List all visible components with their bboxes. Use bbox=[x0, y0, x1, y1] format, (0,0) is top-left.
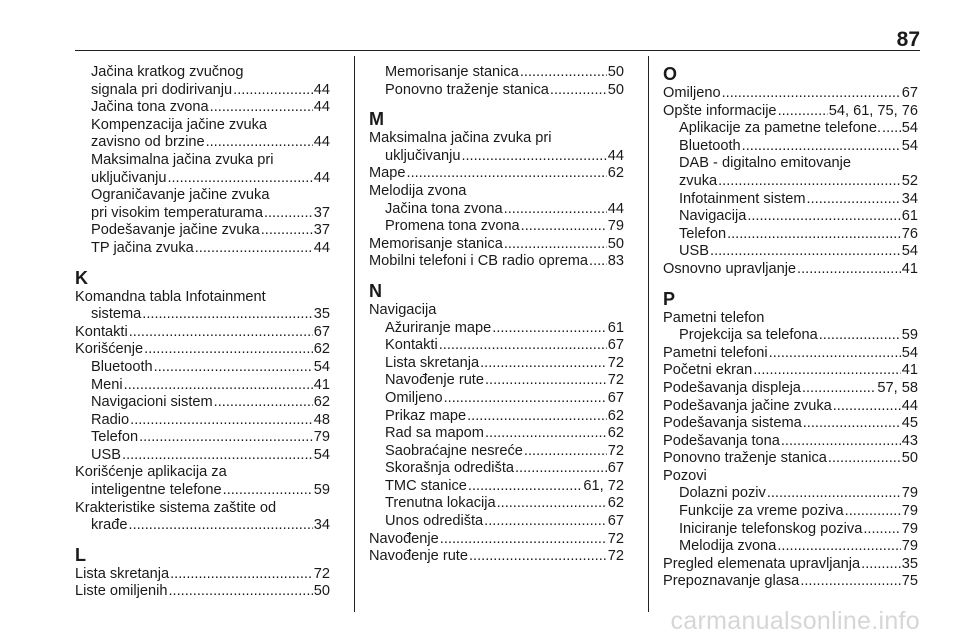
index-entry-label: Početni ekran bbox=[663, 362, 753, 379]
index-entry bbox=[663, 261, 918, 279]
index-entry-label: Podešavanja jačine zvuka bbox=[663, 397, 832, 414]
leader-dots bbox=[154, 359, 313, 377]
index-entry bbox=[663, 380, 918, 398]
leader-dots bbox=[264, 205, 313, 223]
leader-dots bbox=[439, 337, 607, 355]
index-entry-page: 61 bbox=[607, 319, 624, 336]
index-entry-page: 41 bbox=[313, 376, 330, 393]
leader-dots bbox=[819, 327, 901, 345]
index-entry bbox=[369, 513, 624, 531]
index-entry-page: 75 bbox=[901, 573, 918, 590]
index-entry bbox=[663, 450, 918, 468]
index-entry-page: 67 bbox=[607, 337, 624, 354]
index-entry-label: Promena tona zvona bbox=[385, 218, 520, 235]
index-entry-label: Rad sa mapom bbox=[385, 425, 484, 442]
index-entry bbox=[663, 521, 918, 539]
leader-dots bbox=[769, 345, 901, 363]
index-entry-label: Korišćenje bbox=[75, 341, 144, 358]
index-entry-heading: Komandna tabla Infotainment bbox=[75, 288, 266, 305]
index-entry-label: Ponovno traženje stanica bbox=[663, 450, 827, 467]
index-entry-label: Aplikacije za pametne telefone. bbox=[679, 120, 882, 137]
index-entry bbox=[75, 306, 330, 324]
index-entry-label: Telefon bbox=[91, 429, 139, 446]
index-entry bbox=[369, 408, 624, 426]
leader-dots bbox=[139, 429, 313, 447]
index-entry bbox=[369, 548, 624, 566]
index-entry bbox=[369, 201, 624, 219]
leader-dots bbox=[206, 134, 313, 152]
index-entry-heading: Ograničavanje jačine zvuka bbox=[91, 187, 270, 204]
index-entry-page: 54 bbox=[313, 358, 330, 375]
index-entry-label: Prepoznavanje glasa bbox=[663, 573, 800, 590]
index-entry-page: 44 bbox=[313, 81, 330, 98]
index-entry-page: 34 bbox=[313, 517, 330, 534]
index-entry-label: TMC stanice bbox=[385, 477, 467, 494]
index-entry-heading: Pametni telefon bbox=[663, 309, 765, 326]
index-entry bbox=[663, 120, 918, 138]
leader-dots bbox=[778, 103, 828, 121]
index-entry bbox=[663, 208, 918, 226]
index-entry bbox=[75, 359, 330, 377]
index-entry-page: 67 bbox=[607, 513, 624, 530]
index-entry-label: Saobraćajne nesreće bbox=[385, 442, 523, 459]
index-entry-page: 72 bbox=[607, 530, 624, 547]
index-entry-page: 37 bbox=[313, 222, 330, 239]
leader-dots bbox=[492, 320, 607, 338]
index-entry bbox=[663, 138, 918, 156]
index-entry-label: krađe bbox=[91, 517, 128, 534]
index-entry-page: 50 bbox=[607, 235, 624, 252]
leader-dots bbox=[520, 64, 607, 82]
index-entry bbox=[369, 320, 624, 338]
index-entry bbox=[663, 433, 918, 451]
leader-dots bbox=[803, 415, 901, 433]
leader-dots bbox=[469, 548, 607, 566]
index-entry-label: Navođenje rute bbox=[369, 548, 468, 565]
index-entry-page: 50 bbox=[607, 81, 624, 98]
leader-dots bbox=[515, 460, 607, 478]
index-entry-label: Projekcija sa telefona bbox=[679, 327, 818, 344]
leader-dots bbox=[122, 447, 313, 465]
index-entry-label: Jačina tona zvona bbox=[385, 200, 503, 217]
index-entry bbox=[75, 341, 330, 359]
index-entry-page: 50 bbox=[901, 450, 918, 467]
index-entry-label: Osnovno upravljanje bbox=[663, 260, 797, 277]
index-entry-label: USB bbox=[91, 446, 122, 463]
index-entry-label: USB bbox=[679, 243, 710, 260]
leader-dots bbox=[863, 521, 900, 539]
index-entry-label: Podešavanja sistema bbox=[663, 415, 802, 432]
index-entry-label: Mape bbox=[369, 165, 406, 182]
index-entry-label: inteligentne telefone bbox=[91, 482, 222, 499]
index-entry bbox=[663, 362, 918, 380]
index-entry-label: Podešavanja tona bbox=[663, 432, 780, 449]
index-entry-page: 79 bbox=[313, 429, 330, 446]
index-entry-page: 48 bbox=[313, 411, 330, 428]
index-entry-page: 44 bbox=[313, 99, 330, 116]
index-entry-heading: Pozovi bbox=[663, 467, 707, 484]
leader-dots bbox=[142, 306, 312, 324]
index-entry-label: Podešavanja displeja bbox=[663, 379, 801, 396]
index-entry bbox=[663, 191, 918, 209]
index-entry-page: 72 bbox=[607, 442, 624, 459]
leader-dots bbox=[504, 236, 607, 254]
index-entry bbox=[663, 485, 918, 503]
leader-dots bbox=[781, 433, 901, 451]
index-entry-page: 44 bbox=[313, 169, 330, 186]
leader-dots bbox=[485, 372, 607, 390]
index-entry-page: 72 bbox=[607, 354, 624, 371]
index-entry bbox=[369, 460, 624, 478]
index-entry-label: Kontakti bbox=[75, 323, 128, 340]
header-rule bbox=[75, 50, 920, 51]
index-entry bbox=[663, 538, 918, 556]
index-letter-heading: P bbox=[663, 288, 676, 309]
index-entry-label: Bluetooth bbox=[679, 137, 741, 154]
index-entry-page: 54 bbox=[901, 120, 918, 137]
index-entry-label: uključivanju bbox=[91, 169, 167, 186]
index-entry-page: 44 bbox=[901, 397, 918, 414]
index-entry bbox=[369, 64, 624, 82]
index-entry-page: 62 bbox=[313, 394, 330, 411]
column-divider bbox=[648, 56, 649, 612]
index-entry-label: Memorisanje stanica bbox=[385, 64, 519, 80]
index-entry-page: 79 bbox=[901, 538, 918, 555]
index-entry bbox=[75, 517, 330, 535]
index-entry-page: 37 bbox=[313, 204, 330, 221]
leader-dots bbox=[800, 573, 900, 591]
index-entry bbox=[369, 531, 624, 549]
index-entry bbox=[369, 372, 624, 390]
index-entry-page: 72 bbox=[313, 565, 330, 582]
index-entry-label: Navigacija bbox=[679, 208, 747, 225]
index-entry-page: 35 bbox=[313, 306, 330, 323]
index-entry-page: 62 bbox=[607, 165, 624, 182]
index-entry-label: Iniciranje telefonskog poziva bbox=[679, 520, 863, 537]
leader-dots bbox=[440, 531, 607, 549]
index-entry-page: 61, 72 bbox=[583, 477, 624, 494]
index-entry-page: 62 bbox=[607, 425, 624, 442]
index-entry-page: 50 bbox=[607, 64, 624, 80]
leader-dots bbox=[718, 173, 901, 191]
index-entry bbox=[75, 566, 330, 584]
page-number: 87 bbox=[896, 28, 920, 51]
index-entry-heading: Jačina kratkog zvučnog bbox=[91, 64, 244, 80]
index-entry bbox=[369, 425, 624, 443]
index-entry-label: Mobilni telefoni i CB radio oprema bbox=[369, 253, 589, 270]
index-entry bbox=[369, 165, 624, 183]
index-entry-page: 34 bbox=[901, 190, 918, 207]
index-entry-page: 44 bbox=[313, 134, 330, 151]
leader-dots bbox=[747, 208, 900, 226]
leader-dots bbox=[129, 517, 313, 535]
index-entry bbox=[663, 556, 918, 574]
leader-dots bbox=[861, 556, 901, 574]
index-entry-label: Ponovno traženje stanica bbox=[385, 81, 549, 98]
index-entry-page: 79 bbox=[901, 485, 918, 502]
leader-dots bbox=[461, 148, 606, 166]
leader-dots bbox=[480, 355, 607, 373]
index-entry-page: 54 bbox=[313, 446, 330, 463]
watermark: carmanualsonline.info bbox=[670, 607, 920, 635]
index-entry-page: 35 bbox=[901, 555, 918, 572]
index-entry bbox=[369, 443, 624, 461]
index-entry-page: 83 bbox=[607, 253, 624, 270]
leader-dots bbox=[210, 99, 313, 117]
index-entry-label: Dolazni poziv bbox=[679, 485, 766, 502]
index-entry-heading: Kompenzacija jačine zvuka bbox=[91, 116, 268, 133]
index-entry bbox=[75, 412, 330, 430]
leader-dots bbox=[833, 398, 901, 416]
index-entry-label: Infotainment sistem bbox=[679, 190, 806, 207]
index-entry bbox=[663, 327, 918, 345]
leader-dots bbox=[233, 82, 313, 100]
leader-dots bbox=[130, 412, 313, 430]
index-entry bbox=[369, 337, 624, 355]
index-entry bbox=[663, 226, 918, 244]
index-entry-label: Opšte informacije bbox=[663, 102, 777, 119]
index-entry-page: 61 bbox=[901, 208, 918, 225]
index-letter-heading: O bbox=[663, 64, 678, 84]
leader-dots bbox=[195, 240, 313, 258]
index-entry-label: Ažuriranje mape bbox=[385, 319, 492, 336]
index-entry-label: Omiljeno bbox=[385, 389, 443, 406]
index-entry-page: 59 bbox=[313, 482, 330, 499]
index-entry bbox=[75, 429, 330, 447]
leader-dots bbox=[497, 495, 607, 513]
leader-dots bbox=[777, 538, 900, 556]
index-entry bbox=[663, 503, 918, 521]
index-entry bbox=[369, 218, 624, 236]
index-entry-heading: DAB - digitalno emitovanje bbox=[679, 155, 851, 172]
index-entry bbox=[75, 377, 330, 395]
index-entry bbox=[75, 324, 330, 342]
leader-dots bbox=[589, 253, 607, 271]
index-entry-page: 41 bbox=[901, 260, 918, 277]
index-entry-page: 76 bbox=[901, 225, 918, 242]
index-entry-label: sistema bbox=[91, 306, 142, 323]
index-entry bbox=[369, 82, 624, 100]
index-entry-page: 41 bbox=[901, 362, 918, 379]
index-entry-page: 67 bbox=[607, 389, 624, 406]
leader-dots bbox=[407, 165, 607, 183]
index-column-1 bbox=[75, 64, 330, 601]
leader-dots bbox=[261, 222, 313, 240]
index-entry-label: Pametni telefoni bbox=[663, 344, 768, 361]
index-entry-label: Bluetooth bbox=[91, 358, 153, 375]
index-entry-page: 67 bbox=[901, 85, 918, 101]
leader-dots bbox=[767, 485, 901, 503]
leader-dots bbox=[484, 513, 607, 531]
index-entry-heading: Melodija zvona bbox=[369, 182, 467, 199]
index-entry-label: Unos odredišta bbox=[385, 513, 484, 530]
index-letter-heading: K bbox=[75, 267, 88, 288]
index-entry-page: 54 bbox=[901, 137, 918, 154]
index-entry-label: Telefon bbox=[679, 225, 727, 242]
index-entry-page: 44 bbox=[313, 239, 330, 256]
index-entry bbox=[75, 240, 330, 258]
leader-dots bbox=[882, 120, 901, 138]
index-entry bbox=[369, 253, 624, 271]
index-entry-label: TP jačina zvuka bbox=[91, 239, 194, 256]
index-entry-label: Lista skretanja bbox=[385, 354, 480, 371]
leader-dots bbox=[124, 377, 313, 395]
index-entry-label: Melodija zvona bbox=[679, 538, 777, 555]
index-entry bbox=[75, 394, 330, 412]
index-entry-page: 79 bbox=[901, 503, 918, 520]
index-entry-label: Prikaz mape bbox=[385, 407, 467, 424]
index-entry-label: Radio bbox=[91, 411, 130, 428]
index-entry-label: Funkcije za vreme poziva bbox=[679, 503, 844, 520]
index-entry-page: 44 bbox=[607, 200, 624, 217]
index-entry bbox=[75, 482, 330, 500]
index-entry bbox=[663, 415, 918, 433]
index-entry bbox=[663, 345, 918, 363]
index-entry-page: 72 bbox=[607, 548, 624, 565]
leader-dots bbox=[167, 170, 312, 188]
index-entry-page: 67 bbox=[607, 460, 624, 477]
index-entry-label: Skorašnja odredišta bbox=[385, 460, 514, 477]
index-entry bbox=[75, 222, 330, 240]
leader-dots bbox=[214, 394, 313, 412]
leader-dots bbox=[223, 482, 313, 500]
index-entry-label: Navođenje bbox=[369, 530, 439, 547]
index-entry-page: 44 bbox=[607, 147, 624, 164]
index-column-3 bbox=[663, 64, 918, 591]
index-entry bbox=[663, 398, 918, 416]
leader-dots bbox=[550, 82, 607, 100]
index-entry bbox=[75, 447, 330, 465]
index-entry-page: 54 bbox=[901, 243, 918, 260]
leader-dots bbox=[468, 478, 583, 496]
index-entry bbox=[75, 205, 330, 223]
leader-dots bbox=[444, 390, 607, 408]
index-entry-label: Kontakti bbox=[385, 337, 438, 354]
index-entry bbox=[369, 495, 624, 513]
index-entry-label: Navigacioni sistem bbox=[91, 394, 213, 411]
index-entry bbox=[75, 134, 330, 152]
index-entry-label: signala pri dodirivanju bbox=[91, 81, 233, 98]
index-entry bbox=[369, 478, 624, 496]
index-entry-page: 67 bbox=[313, 323, 330, 340]
index-entry-label: zavisno od brzine bbox=[91, 134, 205, 151]
index-entry-page: 62 bbox=[313, 341, 330, 358]
index-entry-label: Liste omiljenih bbox=[75, 583, 168, 600]
leader-dots bbox=[485, 425, 607, 443]
index-entry-label: uključivanju bbox=[385, 147, 461, 164]
index-entry-page: 62 bbox=[607, 495, 624, 512]
index-letter-heading: N bbox=[369, 280, 382, 301]
index-entry-page: 57, 58 bbox=[877, 379, 918, 396]
index-entry-label: Podešavanje jačine zvuka bbox=[91, 222, 260, 239]
index-entry-label: Omiljeno bbox=[663, 85, 721, 101]
index-entry-label: zvuka bbox=[679, 172, 718, 189]
leader-dots bbox=[170, 566, 313, 584]
index-entry bbox=[663, 103, 918, 121]
leader-dots bbox=[521, 218, 607, 236]
index-entry-page: 52 bbox=[901, 172, 918, 189]
index-entry-label: Navođenje rute bbox=[385, 372, 484, 389]
leader-dots bbox=[722, 85, 901, 103]
leader-dots bbox=[710, 243, 901, 261]
index-entry-page: 54, 61, 75, 76 bbox=[828, 102, 918, 119]
index-entry-page: 79 bbox=[901, 520, 918, 537]
index-entry-heading: Navigacija bbox=[369, 301, 437, 318]
leader-dots bbox=[753, 362, 901, 380]
index-entry-page: 54 bbox=[901, 344, 918, 361]
index-entry bbox=[663, 173, 918, 191]
index-column-2 bbox=[369, 64, 624, 566]
index-entry-label: pri visokim temperaturama bbox=[91, 204, 263, 221]
index-letter-heading: M bbox=[369, 109, 384, 130]
index-entry-label: Meni bbox=[91, 376, 123, 393]
leader-dots bbox=[845, 503, 901, 521]
leader-dots bbox=[802, 380, 876, 398]
index-letter-heading: L bbox=[75, 544, 86, 565]
index-entry-page: 50 bbox=[313, 583, 330, 600]
index-entry bbox=[75, 99, 330, 117]
index-entry-label: Memorisanje stanica bbox=[369, 235, 503, 252]
index-entry bbox=[369, 390, 624, 408]
leader-dots bbox=[828, 450, 901, 468]
index-entry-heading: Maksimalna jačina zvuka pri bbox=[369, 130, 552, 147]
index-entry bbox=[75, 82, 330, 100]
index-entry-page: 62 bbox=[607, 407, 624, 424]
leader-dots bbox=[504, 201, 607, 219]
index-entry bbox=[75, 170, 330, 188]
index-entry-heading: Maksimalna jačina zvuka pri bbox=[91, 151, 274, 168]
index-entry-heading: Krakteristike sistema zaštite od bbox=[75, 499, 277, 516]
leader-dots bbox=[524, 443, 607, 461]
index-entry bbox=[663, 243, 918, 261]
index-entry bbox=[663, 573, 918, 591]
index-entry bbox=[369, 148, 624, 166]
index-entry-label: Jačina tona zvona bbox=[91, 99, 209, 116]
index-entry bbox=[369, 355, 624, 373]
leader-dots bbox=[797, 261, 901, 279]
leader-dots bbox=[727, 226, 901, 244]
index-entry bbox=[75, 583, 330, 601]
leader-dots bbox=[742, 138, 901, 156]
index-entry-page: 59 bbox=[901, 327, 918, 344]
leader-dots bbox=[467, 408, 607, 426]
leader-dots bbox=[129, 324, 313, 342]
column-divider bbox=[354, 56, 355, 612]
index-entry-page: 43 bbox=[901, 432, 918, 449]
index-entry-label: Lista skretanja bbox=[75, 565, 170, 582]
index-entry-page: 72 bbox=[607, 372, 624, 389]
index-entry bbox=[663, 85, 918, 103]
leader-dots bbox=[807, 191, 901, 209]
leader-dots bbox=[144, 341, 313, 359]
leader-dots bbox=[168, 583, 312, 601]
index-entry-label: Pregled elemenata upravljanja bbox=[663, 555, 861, 572]
index-entry-page: 79 bbox=[607, 218, 624, 235]
index-entry-page: 45 bbox=[901, 415, 918, 432]
index-entry bbox=[369, 236, 624, 254]
index-entry-label: Trenutna lokacija bbox=[385, 495, 496, 512]
index-entry-heading: Korišćenje aplikacija za bbox=[75, 464, 227, 481]
